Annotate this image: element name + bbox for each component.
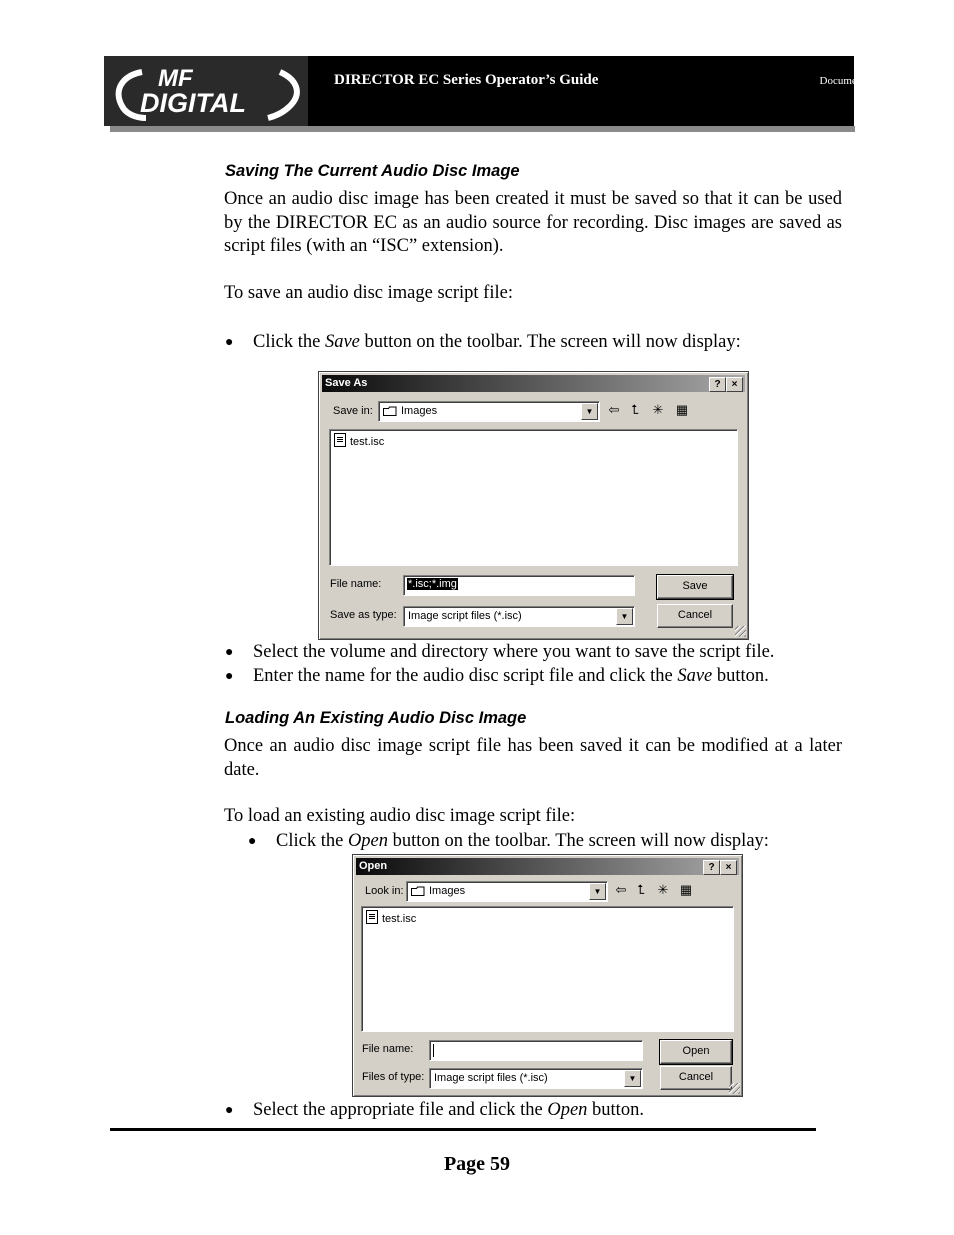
chevron-down-icon[interactable]: ▼ (616, 608, 633, 625)
file-name-value: *.isc;*.img (408, 578, 457, 590)
paragraph-load-howto: To load an existing audio disc image script file: (224, 806, 576, 826)
mf-digital-logo (104, 56, 308, 126)
close-button[interactable]: × (720, 860, 737, 875)
close-button[interactable]: × (726, 377, 743, 392)
cancel-button[interactable]: Cancel (660, 1066, 732, 1090)
file-list[interactable] (361, 906, 734, 1032)
file-name-label: File name: (330, 578, 382, 590)
file-icon (334, 433, 346, 447)
look-in-label: Look in: (365, 885, 404, 897)
list-item[interactable] (334, 433, 384, 448)
help-button[interactable]: ? (709, 377, 726, 392)
save-as-type-label: Save as type: (330, 609, 397, 621)
up-folder-icon[interactable]: ⮤ (631, 402, 639, 417)
bullet-text: Enter the name for the audio disc script file and click the Save button. (253, 666, 769, 686)
file-name-label: File name: (362, 1043, 414, 1055)
document-title: DIRECTOR EC Series Operator’s Guide (334, 72, 599, 88)
bullet-text: Select the appropriate file and click the Open button. (253, 1100, 644, 1120)
bullet-text: Select the volume and directory where you want to save the script file. (253, 642, 775, 662)
chevron-down-icon[interactable]: ▼ (581, 403, 598, 420)
document-revision: Document Revision: 080904 (819, 75, 946, 87)
paragraph-saving-intro: Once an audio disc image has been created it must be saved so that it can be used by the DIRECTOR EC as an audio source for recording. Disc images are saved as script files (with an “ISC” extension). (224, 189, 842, 256)
save-in-value: Images (401, 405, 438, 417)
open-button[interactable]: Open (660, 1040, 732, 1064)
files-of-type-label: Files of type: (362, 1071, 425, 1083)
new-folder-icon[interactable]: ✳ (652, 402, 664, 417)
chevron-down-icon[interactable]: ▼ (624, 1070, 641, 1087)
save-button[interactable]: Save (657, 575, 733, 599)
file-name-input[interactable] (403, 575, 635, 596)
resize-grip[interactable] (735, 626, 746, 637)
dialog-title: Save As (325, 377, 368, 389)
dialog-titlebar (356, 858, 739, 875)
file-name-input[interactable] (429, 1040, 643, 1061)
save-in-dropdown[interactable] (378, 401, 600, 422)
help-button[interactable]: ? (703, 860, 720, 875)
view-menu-icon[interactable]: ▦ (679, 882, 693, 897)
up-folder-icon[interactable]: ⮤ (637, 882, 645, 897)
save-as-type-value: Image script files (*.isc) (408, 610, 522, 622)
bullet-dot: ● (225, 335, 234, 350)
dialog-titlebar (322, 375, 745, 392)
text-caret (433, 1044, 434, 1057)
files-of-type-value: Image script files (*.isc) (434, 1072, 548, 1084)
open-dialog (352, 854, 743, 1097)
bullet-dot: ● (248, 834, 257, 849)
folder-icon (411, 886, 425, 896)
header-shadow (110, 126, 855, 132)
dialog-title: Open (359, 860, 388, 872)
bullet-dot: ● (225, 1103, 234, 1118)
section-heading-loading: Loading An Existing Audio Disc Image (225, 709, 527, 727)
file-name-text: test.isc (350, 436, 385, 448)
save-as-dialog (318, 371, 749, 640)
back-icon[interactable]: ⇦ (608, 402, 620, 417)
bullet-dot: ● (225, 645, 234, 660)
view-menu-icon[interactable]: ▦ (675, 402, 689, 417)
look-in-value: Images (429, 885, 466, 897)
section-heading-saving: Saving The Current Audio Disc Image (225, 162, 520, 180)
file-name-text: test.isc (382, 913, 417, 925)
bullet-text: Click the Save button on the toolbar. The screen will now display: (253, 332, 741, 352)
footer-rule (110, 1128, 816, 1131)
files-of-type-dropdown[interactable] (429, 1068, 643, 1089)
chevron-down-icon[interactable]: ▼ (589, 883, 606, 900)
save-as-type-dropdown[interactable] (403, 606, 635, 627)
look-in-dropdown[interactable] (406, 881, 608, 902)
resize-grip[interactable] (729, 1083, 740, 1094)
svg-text:MF: MF (158, 65, 193, 92)
list-item[interactable] (366, 910, 416, 925)
cancel-button[interactable]: Cancel (657, 604, 733, 628)
bullet-text: Click the Open button on the toolbar. The screen will now display: (276, 831, 769, 851)
new-folder-icon[interactable]: ✳ (657, 882, 669, 897)
paragraph-save-howto: To save an audio disc image script file: (224, 283, 513, 303)
folder-icon (383, 406, 397, 416)
file-icon (366, 910, 378, 924)
paragraph-loading-intro: Once an audio disc image script file has been saved it can be modified at a later date. (224, 736, 842, 780)
svg-text:DIGITAL: DIGITAL (140, 88, 246, 118)
bullet-dot: ● (225, 669, 234, 684)
file-list[interactable] (329, 429, 738, 566)
save-in-label: Save in: (333, 405, 373, 417)
page-number: Page 59 (443, 1153, 511, 1175)
back-icon[interactable]: ⇦ (615, 882, 627, 897)
